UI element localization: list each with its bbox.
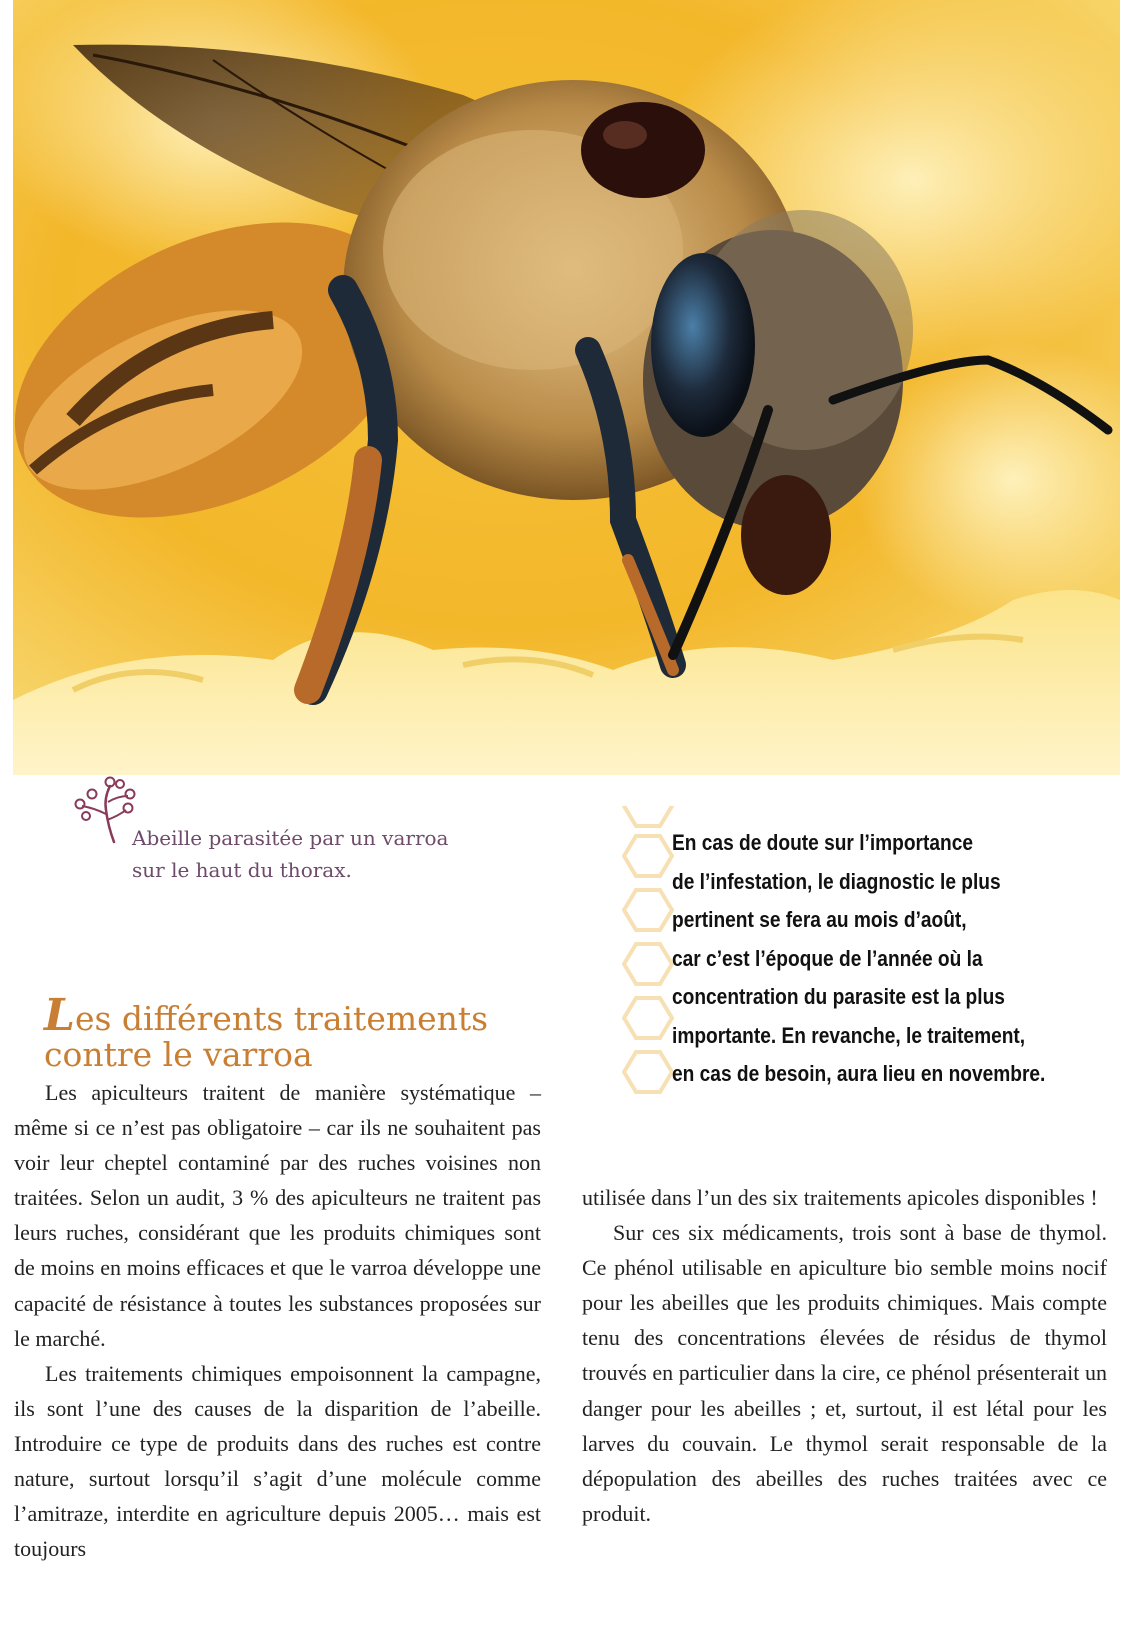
paragraph: utilisée dans l’un des six traitements apicoles disponibles !: [582, 1185, 1098, 1210]
callout-line: concentration du parasite est la plus: [672, 984, 1005, 1009]
caption-line-1: Abeille parasitée par un varroa: [132, 826, 449, 850]
body-column-right: [582, 1180, 1107, 1531]
callout-box: [622, 806, 1112, 1096]
section-title: [44, 990, 489, 1074]
bee-photo: [13, 0, 1120, 775]
berry-sprig-icon: [70, 770, 140, 850]
section-title-initial: L: [44, 990, 75, 1041]
photo-caption: [70, 770, 490, 890]
callout-line: de l’infestation, le diagnostic le plus: [672, 868, 1001, 894]
section-title-line-2: contre le varroa: [44, 1035, 313, 1074]
paragraph: Les traitements chimiques empoisonnent la campagne, ils sont l’une des causes de la disparition de l’abeille. Introduire ce type de produits dans des ruches est contre nature, surtout lorsqu’il s’agit d’une molécule comme l’amitraze, interdite en agriculture depuis 2005… mais est toujours: [14, 1360, 541, 1562]
paragraph: Sur ces six médicaments, trois sont à base de thymol. Ce phénol utilisable en apiculture bio semble moins nocif pour les abeilles que les produits chimiques. Mais compte tenu des concentrations élevées de résidus de thymol trouvés en particulier dans la cire, ce phénol présenterait un danger pour les abeilles ; et, surtout, il est létal pour les larves du couvain. Le thymol serait responsable de la dépopulation des abeilles des ruches traitées avec ce produit.: [582, 1220, 1107, 1526]
caption-line-2: sur le haut du thorax.: [132, 858, 352, 882]
section-title-line-1: es différents traitements: [74, 999, 489, 1038]
callout-line: en cas de besoin, aura lieu en novembre.: [672, 1061, 1046, 1086]
callout-line: car c’est l’époque de l’année où la: [672, 945, 983, 971]
paragraph: Les apiculteurs traitent de manière systématique – même si ce n’est pas obligatoire – car ils ne souhaitent pas voir leur cheptel contaminé par des ruches voisines non traitées. Selon un audit, 3 % des apiculteurs ne traitent pas leurs ruches, considérant que les produits chimiques sont de moins en moins efficaces et que le varroa développe une capacité de résistance à toutes les substances proposées sur le marché.: [14, 1080, 541, 1351]
callout-line: importante. En revanche, le traitement,: [672, 1022, 1026, 1048]
body-column-left: [14, 1075, 541, 1566]
callout-line: pertinent se fera au mois d’août,: [672, 907, 967, 932]
callout-line: En cas de doute sur l’importance: [672, 830, 974, 855]
